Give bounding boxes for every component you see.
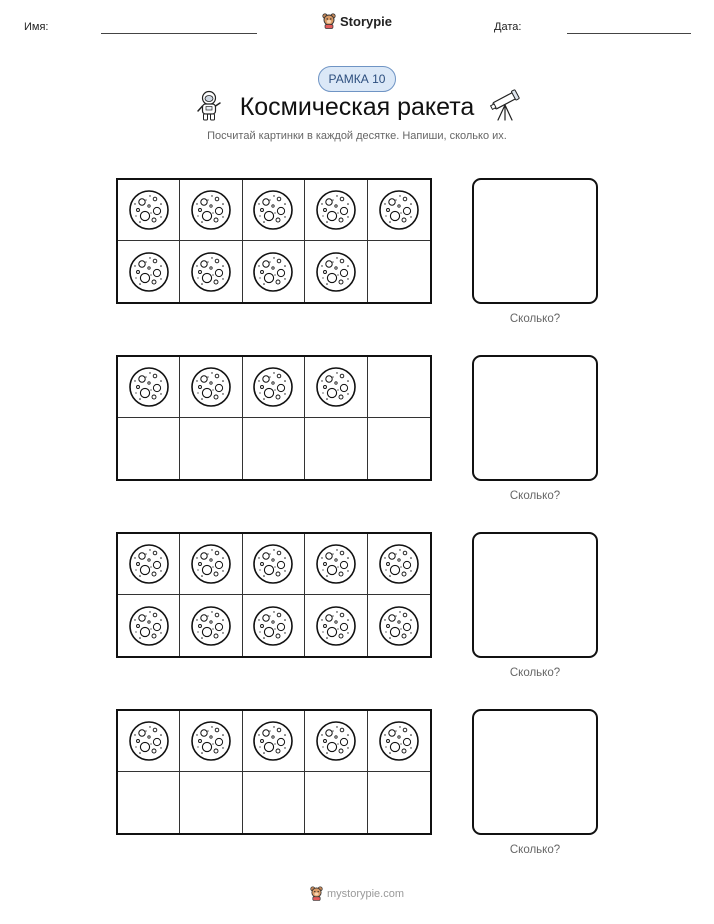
moon-icon: [252, 605, 294, 647]
frame-cell: [118, 241, 180, 302]
frame-cell: [368, 180, 430, 241]
moon-icon: [315, 543, 357, 585]
frame-cell: [118, 418, 180, 479]
ten-frame-2: [116, 355, 432, 481]
frame-cell: [118, 595, 180, 656]
bear-mascot-icon: [310, 886, 323, 901]
frame-cell: [243, 180, 305, 241]
frame-cell: [118, 711, 180, 772]
moon-icon: [252, 366, 294, 408]
answer-box-4[interactable]: [472, 709, 598, 835]
date-field[interactable]: [567, 33, 691, 34]
frame-cell: [180, 711, 242, 772]
instructions: Посчитай картинки в каждой десятке. Напиши, сколько их.: [207, 130, 507, 142]
how-many-label: Сколько?: [509, 844, 561, 856]
moon-icon: [252, 251, 294, 293]
brand-name: Storypie: [340, 13, 393, 29]
moon-icon: [315, 366, 357, 408]
frame-cell: [180, 357, 242, 418]
moon-icon: [128, 543, 170, 585]
frame-cell: [243, 418, 305, 479]
answer-box-2[interactable]: [472, 355, 598, 481]
answer-box-3[interactable]: [472, 532, 598, 658]
moon-icon: [252, 189, 294, 231]
moon-icon: [190, 366, 232, 408]
how-many-label: Сколько?: [509, 313, 561, 325]
moon-icon: [378, 189, 420, 231]
frame-cell: [305, 534, 367, 595]
frame-cell: [243, 534, 305, 595]
ten-frame-3: [116, 532, 432, 658]
page-title: Космическая ракета: [239, 93, 475, 121]
name-field[interactable]: [101, 33, 257, 34]
frame-cell: [118, 180, 180, 241]
frame-cell: [180, 772, 242, 833]
moon-icon: [128, 366, 170, 408]
frame-cell: [305, 418, 367, 479]
name-label: Имя:: [24, 21, 49, 33]
moon-icon: [315, 251, 357, 293]
frame-cell: [368, 534, 430, 595]
moon-icon: [190, 720, 232, 762]
moon-icon: [190, 189, 232, 231]
frame-cell: [243, 357, 305, 418]
moon-icon: [128, 605, 170, 647]
bear-mascot-icon: [322, 13, 336, 29]
moon-icon: [128, 189, 170, 231]
frame-cell: [180, 595, 242, 656]
moon-icon: [378, 543, 420, 585]
footer: [0, 886, 714, 901]
moon-icon: [378, 720, 420, 762]
frame-cell: [180, 241, 242, 302]
answer-box-1[interactable]: [472, 178, 598, 304]
frame-cell: [118, 357, 180, 418]
frame-cell: [243, 772, 305, 833]
ten-frame-4: [116, 709, 432, 835]
frame-cell: [305, 241, 367, 302]
frame-cell: [305, 711, 367, 772]
how-many-label: Сколько?: [509, 667, 561, 679]
moon-icon: [128, 251, 170, 293]
moon-icon: [252, 543, 294, 585]
moon-icon: [315, 605, 357, 647]
frame-cell: [180, 534, 242, 595]
frame-cell: [180, 180, 242, 241]
moon-icon: [315, 720, 357, 762]
moon-icon: [252, 720, 294, 762]
frame-cell: [368, 595, 430, 656]
frame-cell: [118, 772, 180, 833]
moon-icon: [128, 720, 170, 762]
frame-cell: [368, 418, 430, 479]
how-many-label: Сколько?: [509, 490, 561, 502]
ten-frame-1: [116, 178, 432, 304]
frame-cell: [243, 241, 305, 302]
frame-cell: [368, 711, 430, 772]
moon-icon: [190, 251, 232, 293]
frame-cell: [305, 357, 367, 418]
moon-icon: [190, 543, 232, 585]
frame-cell: [368, 241, 430, 302]
frame-cell: [118, 534, 180, 595]
frame-cell: [243, 595, 305, 656]
footer-site: mystorypie.com: [326, 887, 405, 900]
frame-cell: [368, 357, 430, 418]
telescope-icon: [488, 89, 522, 121]
moon-icon: [190, 605, 232, 647]
frame-cell: [305, 772, 367, 833]
frame-cell: [180, 418, 242, 479]
moon-icon: [378, 605, 420, 647]
frame-cell: [305, 180, 367, 241]
brand-logo: [322, 13, 392, 29]
frame-cell: [305, 595, 367, 656]
date-label: Дата:: [494, 21, 522, 33]
frame-cell: [243, 711, 305, 772]
moon-icon: [315, 189, 357, 231]
frame-badge: РАМКА 10: [318, 66, 396, 92]
frame-cell: [368, 772, 430, 833]
